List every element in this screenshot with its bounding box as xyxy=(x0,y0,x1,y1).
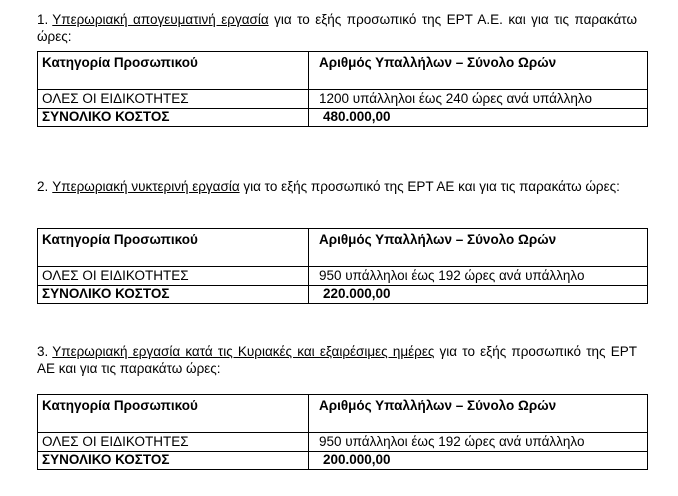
section-3-number: 3. xyxy=(37,344,49,359)
table-total-row xyxy=(38,286,648,304)
header-category: Κατηγορία Προσωπικού xyxy=(38,229,309,267)
header-employees-hours: Αριθμός Υπαλλήλων – Σύνολο Ωρών xyxy=(309,395,648,433)
total-value: 220.000,00 xyxy=(309,286,648,304)
section-3-description: για το εξής προσωπικό της ΕΡΤ ΑΕ και για τις παρακάτω ώρες: xyxy=(37,344,637,376)
section-2-description: για το εξής προσωπικό της ΕΡΤ ΑΕ και για τις παρακάτω ώρες: xyxy=(239,179,620,194)
section-2-text xyxy=(37,178,637,195)
section-1-table xyxy=(37,51,648,127)
header-employees-hours: Αριθμός Υπαλλήλων – Σύνολο Ωρών xyxy=(309,229,648,267)
table-header-row xyxy=(38,395,648,433)
section-3-text xyxy=(37,343,637,377)
total-label: ΣΥΝΟΛΙΚΟ ΚΟΣΤΟΣ xyxy=(38,109,309,127)
section-2-title: Υπερωριακή νυκτερινή εργασία xyxy=(52,179,240,194)
row-employees-hours: 950 υπάλληλοι έως 192 ώρες ανά υπάλληλο xyxy=(309,433,648,452)
table-row xyxy=(38,433,648,452)
header-employees-hours: Αριθμός Υπαλλήλων – Σύνολο Ωρών xyxy=(309,52,648,90)
header-category: Κατηγορία Προσωπικού xyxy=(38,395,309,433)
section-1-number: 1. xyxy=(37,12,49,27)
section-1-text xyxy=(37,11,637,45)
row-employees-hours: 950 υπάλληλοι έως 192 ώρες ανά υπάλληλο xyxy=(309,267,648,286)
table-total-row xyxy=(38,109,648,127)
section-2-table xyxy=(37,228,648,304)
total-label: ΣΥΝΟΛΙΚΟ ΚΟΣΤΟΣ xyxy=(38,286,309,304)
section-3 xyxy=(37,343,637,377)
total-value: 480.000,00 xyxy=(309,109,648,127)
table-total-row xyxy=(38,452,648,470)
total-label: ΣΥΝΟΛΙΚΟ ΚΟΣΤΟΣ xyxy=(38,452,309,470)
table-header-row xyxy=(38,229,648,267)
header-category: Κατηγορία Προσωπικού xyxy=(38,52,309,90)
row-category: ΟΛΕΣ ΟΙ ΕΙΔΙΚΟΤΗΤΕΣ xyxy=(38,433,309,452)
section-1 xyxy=(37,11,637,45)
row-employees-hours: 1200 υπάλληλοι έως 240 ώρες ανά υπάλληλο xyxy=(309,90,648,109)
section-1-title: Υπερωριακή απογευματινή εργασία xyxy=(52,12,269,27)
section-2 xyxy=(37,178,637,195)
section-3-title: Υπερωριακή εργασία κατά τις Κυριακές και εξαιρέσιμες ημέρες xyxy=(52,344,435,359)
total-value: 200.000,00 xyxy=(309,452,648,470)
table-header-row xyxy=(38,52,648,90)
row-category: ΟΛΕΣ ΟΙ ΕΙΔΙΚΟΤΗΤΕΣ xyxy=(38,267,309,286)
section-3-table xyxy=(37,394,648,470)
table-row xyxy=(38,267,648,286)
row-category: ΟΛΕΣ ΟΙ ΕΙΔΙΚΟΤΗΤΕΣ xyxy=(38,90,309,109)
section-1-description: για το εξής προσωπικό της ΕΡΤ Α.Ε. και για τις παρακάτω ώρες: xyxy=(37,12,637,44)
section-2-number: 2. xyxy=(37,179,49,194)
table-row xyxy=(38,90,648,109)
